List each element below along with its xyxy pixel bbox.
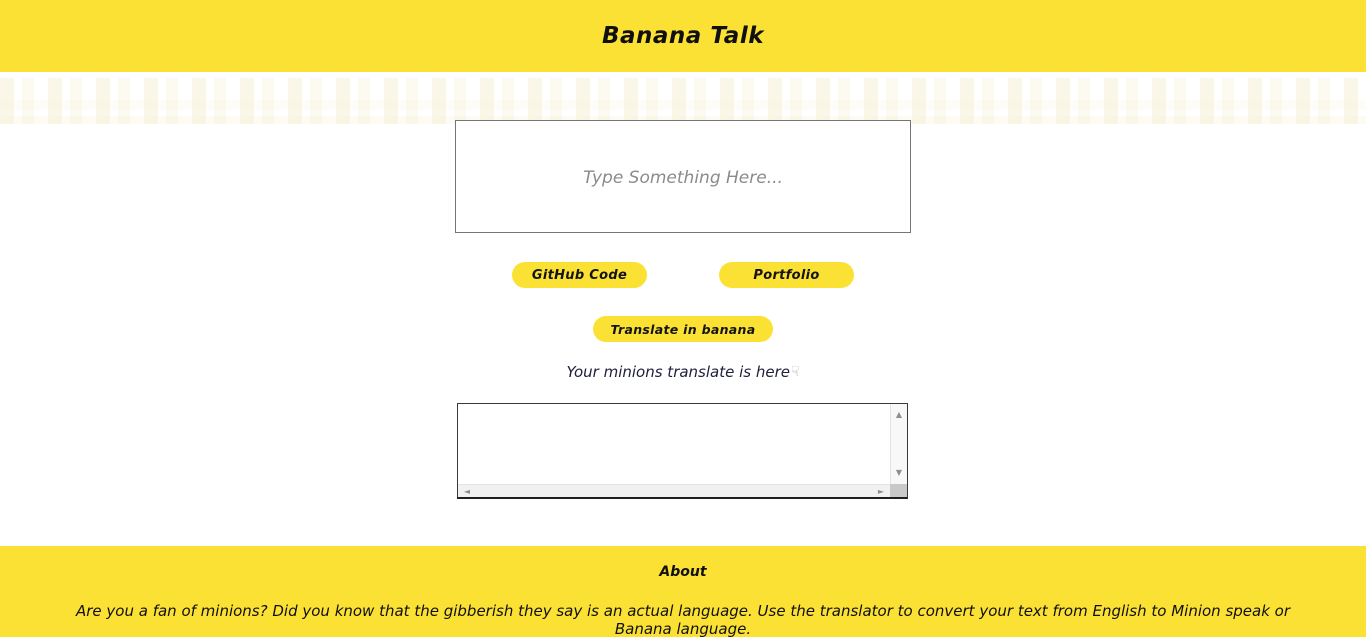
- scrollbar-corner: [890, 484, 907, 497]
- horizontal-scrollbar[interactable]: [458, 484, 890, 497]
- page-title: Banana Talk: [601, 23, 764, 49]
- scroll-left-icon[interactable]: ◄: [463, 487, 471, 496]
- scroll-down-icon[interactable]: ▼: [895, 468, 903, 477]
- app-header: [0, 0, 1366, 72]
- output-caption: [0, 363, 1366, 381]
- app-footer: [0, 546, 1366, 637]
- output-caption-text: Your minions translate is here: [566, 363, 790, 381]
- translate-button[interactable]: Translate in banana: [593, 316, 773, 342]
- source-text-input[interactable]: [455, 120, 911, 233]
- portfolio-button[interactable]: Portfolio: [719, 262, 854, 288]
- translation-output-text: [460, 406, 889, 482]
- scroll-up-icon[interactable]: ▲: [895, 410, 903, 419]
- pointing-down-icon: ☟: [791, 364, 800, 380]
- github-code-button[interactable]: GitHub Code: [512, 262, 647, 288]
- vertical-scrollbar[interactable]: [890, 404, 907, 484]
- background-pattern: [0, 78, 1366, 124]
- about-text: Are you a fan of minions? Did you know that the gibberish they say is an actual language. Use the translator to convert your text from English to Minion speak or Banana language.: [75, 602, 1291, 638]
- translation-output-box[interactable]: [457, 403, 908, 499]
- about-heading: About: [659, 564, 707, 580]
- scroll-right-icon[interactable]: ►: [877, 487, 885, 496]
